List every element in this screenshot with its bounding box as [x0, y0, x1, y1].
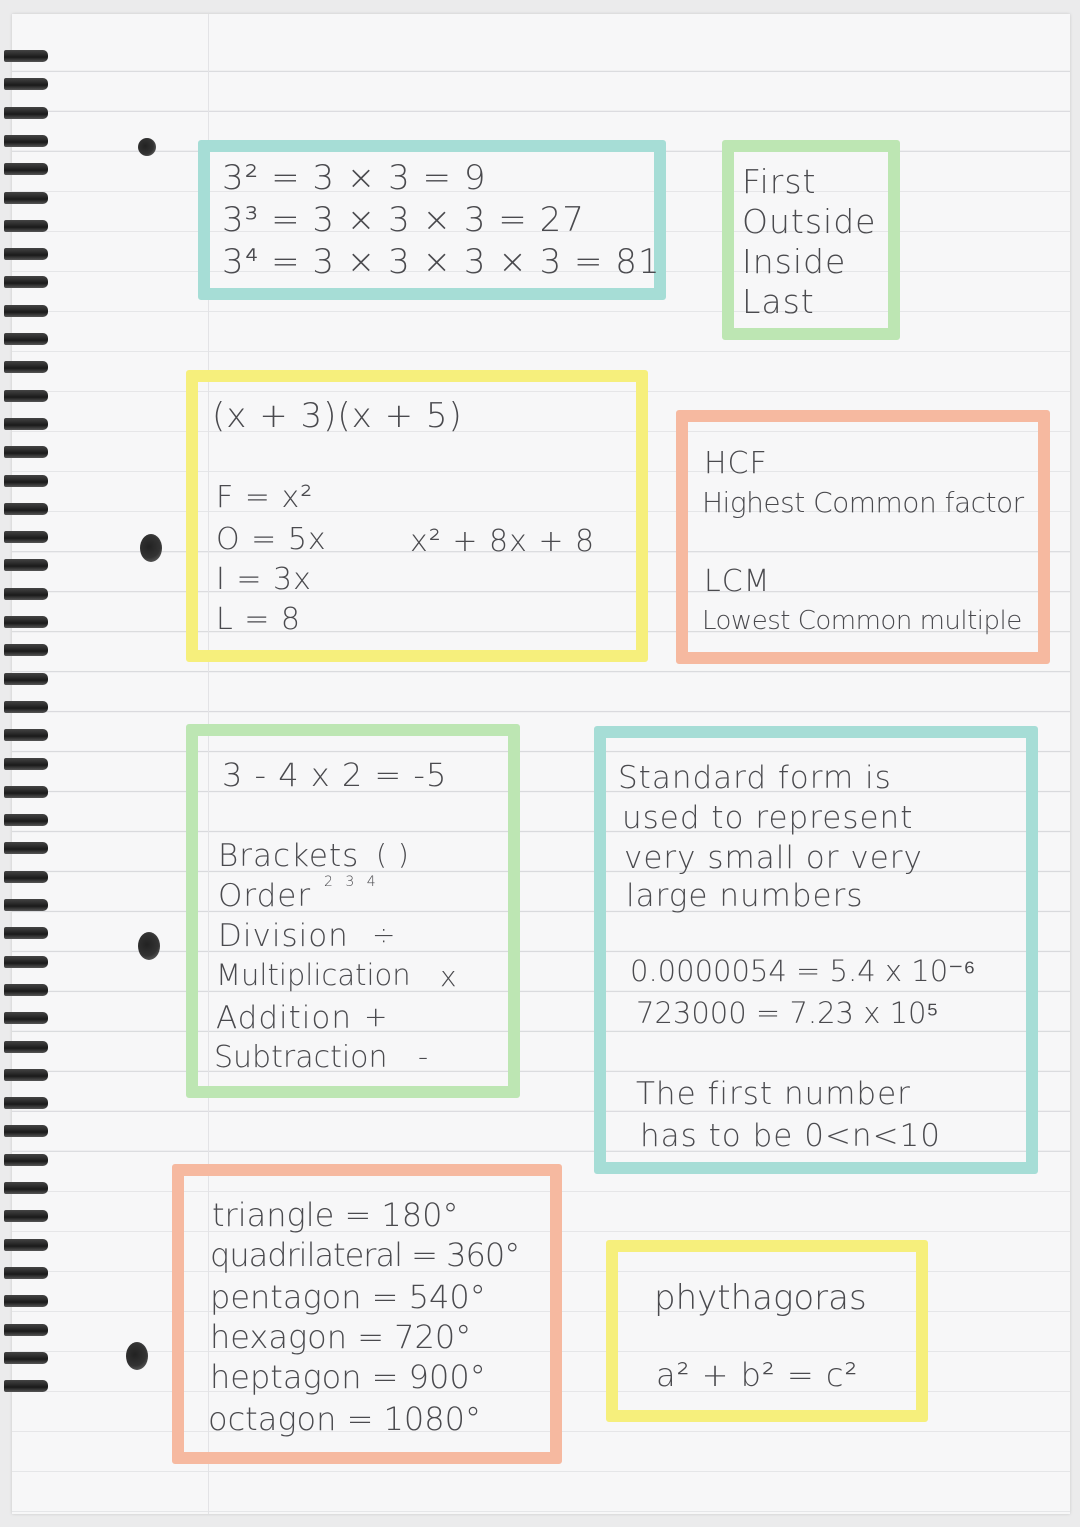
spiral-coil — [4, 220, 48, 232]
bodmas-rule-label: Subtraction — [214, 1040, 388, 1075]
foil-line: Outside — [742, 202, 877, 241]
spiral-coil — [4, 786, 48, 798]
spiral-coil — [4, 984, 48, 996]
spiral-coil — [4, 644, 48, 656]
angle-sum-line: quadrilateral = 360° — [210, 1236, 520, 1274]
standard-form-intro: used to represent — [622, 800, 914, 836]
expand-step: O = 5x — [216, 522, 327, 557]
spiral-coil — [4, 1154, 48, 1166]
indices-line: 3³ = 3 × 3 × 3 = 27 — [222, 200, 585, 240]
bodmas-rule-label: Order — [218, 878, 312, 914]
spiral-coil — [4, 276, 48, 288]
spiral-coil — [4, 871, 48, 883]
standard-form-intro: Standard form is — [618, 760, 892, 796]
standard-form-example: 0.0000054 = 5.4 x 10⁻⁶ — [630, 954, 976, 988]
spiral-coil — [4, 1012, 48, 1024]
pythagoras-box — [606, 1240, 928, 1422]
punch-hole-icon — [138, 138, 156, 156]
expand-expression: (x + 3)(x + 5) — [212, 396, 463, 436]
spiral-coil — [4, 1210, 48, 1222]
angle-sum-line: heptagon = 900° — [210, 1358, 486, 1396]
spiral-coil — [4, 842, 48, 854]
spiral-coil — [4, 50, 48, 62]
angle-sum-line: octagon = 1080° — [208, 1400, 481, 1438]
hcf-full: Highest Common factor — [702, 486, 1024, 519]
spiral-coil — [4, 1380, 48, 1392]
bodmas-rule-symbol: 2 3 4 — [324, 874, 380, 890]
lcm-full: Lowest Common multiple — [702, 606, 1022, 636]
foil-line: Inside — [742, 242, 847, 281]
expand-step: L = 8 — [216, 602, 302, 637]
spiral-coil — [4, 135, 48, 147]
spiral-coil — [4, 701, 48, 713]
foil-line: Last — [742, 282, 815, 321]
spiral-coil — [4, 531, 48, 543]
bodmas-rule-symbol: ÷ — [372, 918, 397, 951]
spiral-coil — [4, 814, 48, 826]
angle-sum-line: pentagon = 540° — [210, 1278, 486, 1316]
bodmas-rule-label: Division — [218, 918, 349, 954]
spiral-coil — [4, 163, 48, 175]
spiral-coil — [4, 588, 48, 600]
bodmas-example: 3 - 4 x 2 = -5 — [222, 756, 448, 794]
pythagoras-title: phythagoras — [654, 1278, 867, 1318]
spiral-coil — [4, 559, 48, 571]
spiral-coil — [4, 78, 48, 90]
spiral-coil — [4, 248, 48, 260]
spiral-coil — [4, 305, 48, 317]
spiral-binding-icon — [0, 50, 52, 1450]
standard-form-rule: The first number — [636, 1076, 911, 1112]
spiral-coil — [4, 192, 48, 204]
bodmas-rule-symbol: + — [364, 1000, 389, 1033]
spiral-coil — [4, 758, 48, 770]
spiral-coil — [4, 673, 48, 685]
spiral-coil — [4, 616, 48, 628]
spiral-coil — [4, 1041, 48, 1053]
lcm-abbreviation: LCM — [704, 564, 771, 599]
spiral-coil — [4, 446, 48, 458]
spiral-coil — [4, 333, 48, 345]
expand-result: x² + 8x + 8 — [410, 524, 596, 559]
spiral-coil — [4, 361, 48, 373]
spiral-coil — [4, 1295, 48, 1307]
spiral-coil — [4, 927, 48, 939]
bodmas-rule-label: Brackets — [218, 838, 360, 874]
expand-step: F = x² — [216, 480, 314, 515]
spiral-coil — [4, 1069, 48, 1081]
angle-sum-line: triangle = 180° — [212, 1196, 459, 1234]
spiral-coil — [4, 1239, 48, 1251]
spiral-coil — [4, 1097, 48, 1109]
pythagoras-formula: a² + b² = c² — [656, 1356, 859, 1394]
spiral-coil — [4, 956, 48, 968]
bodmas-rule-label: Multiplication — [216, 958, 411, 992]
spiral-coil — [4, 1125, 48, 1137]
bodmas-rule-label: Addition — [216, 1000, 353, 1036]
hcf-abbreviation: HCF — [704, 446, 768, 481]
bodmas-rule-symbol: x — [440, 960, 458, 993]
spiral-coil — [4, 1352, 48, 1364]
punch-hole-icon — [138, 932, 160, 960]
punch-hole-icon — [126, 1342, 148, 1370]
punch-hole-icon — [140, 534, 162, 562]
expand-step: I = 3x — [216, 562, 312, 597]
indices-line: 3² = 3 × 3 = 9 — [222, 158, 487, 198]
bodmas-rule-symbol: - — [418, 1040, 430, 1073]
spiral-coil — [4, 1324, 48, 1336]
indices-line: 3⁴ = 3 × 3 × 3 × 3 = 81 — [222, 242, 661, 282]
spiral-coil — [4, 503, 48, 515]
foil-line: First — [742, 162, 817, 201]
spiral-coil — [4, 1182, 48, 1194]
standard-form-rule: has to be 0<n<10 — [640, 1118, 941, 1154]
spiral-coil — [4, 475, 48, 487]
standard-form-intro: very small or very — [624, 840, 923, 876]
spiral-coil — [4, 899, 48, 911]
angle-sum-line: hexagon = 720° — [210, 1318, 472, 1356]
bodmas-rule-symbol: ( ) — [376, 838, 410, 871]
spiral-coil — [4, 729, 48, 741]
spiral-coil — [4, 390, 48, 402]
spiral-coil — [4, 107, 48, 119]
standard-form-example: 723000 = 7.23 x 10⁵ — [636, 996, 939, 1030]
standard-form-intro: large numbers — [626, 878, 864, 914]
spiral-coil — [4, 418, 48, 430]
spiral-coil — [4, 1267, 48, 1279]
